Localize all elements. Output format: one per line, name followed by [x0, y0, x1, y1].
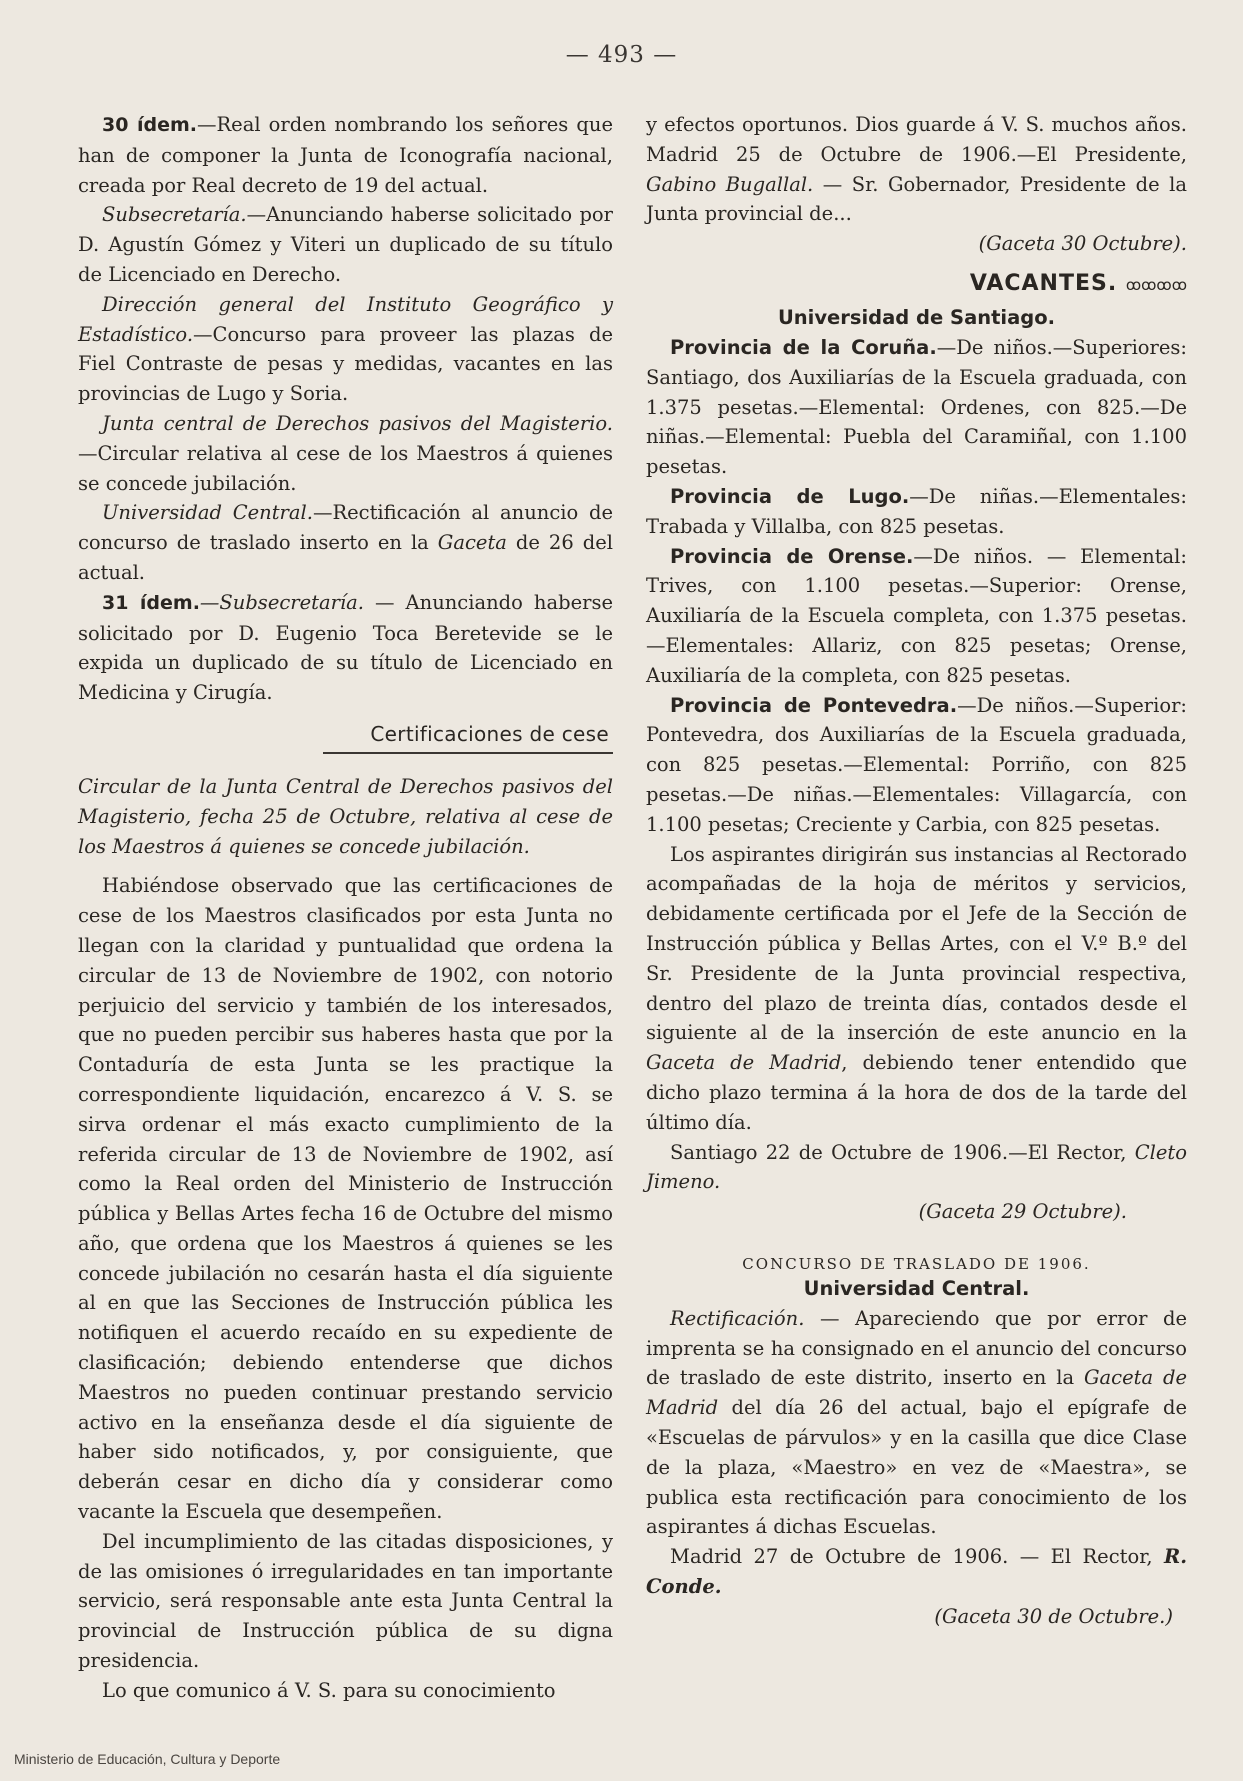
circular-paragraph-1: Habiéndose observado que las certificaciones de cese de los Maestros clasificados por esta Junta no llegan con la claridad y puntualidad que ordena la circular de 13 de Noviembre de 1902, con notorio perjuicio del servicio y también de los interesados, que no pueden percibir sus haberes hasta que por la Contaduría de esta Junta se les practique la correspondiente liquidación, encarezco á V. S. se sirva ordenar el más exacto cumplimiento de la referida circular de 13 de Noviembre de 1902, así como la Real orden del Ministerio de Instrucción pública y Bellas Artes fecha 16 de Octubre del mismo año, que ordena que los Maestros á quienes se les concede jubilación no cesarán hasta el día siguiente al en que las Secciones de Instrucción pública les notifiquen el acuerdo recaído en su expediente de clasificación; debiendo entenderse que dichos Maestros no pueden continuar prestando servicio activo en la enseñanza desde el día siguiente de haber sido notificados, y, por consiguiente, que deberán cesar en dicho día y considerar como vacante la Escuela que desempeñen.: [78, 874, 613, 1524]
section-title: Certificaciones de cese: [370, 721, 609, 746]
concurso-heading: CONCURSO DE TRASLADO DE 1906.: [742, 1254, 1091, 1273]
entry-30-real-orden: 30 ídem.—Real orden nombrando los señores que han de componer la Junta de Iconografía nacional, creada por Real decreto de 19 del actual.: [78, 113, 613, 197]
madrid-signature: Madrid 27 de Octubre de 1906. — El Rector, R. Conde.: [646, 1545, 1187, 1599]
entry-junta-central: Junta central de Derechos pasivos del Magisterio.—Circular relativa al cese de los Maestros á quienes se concede jubilación.: [78, 411, 613, 495]
entry-universidad-central: Universidad Central.—Rectificación al anuncio de concurso de traslado inserto en la Gaceta de 26 del actual.: [78, 501, 613, 584]
circular-paragraph-2: Del incumplimiento de las citadas disposiciones, y de las omisiones ó irregularidades en tan importante servicio, será responsable ante esta Junta Central la provincial de Instrucción pública de su digna presidencia.: [78, 1529, 613, 1673]
circular-paragraph-3: Lo que comunico á V. S. para su conocimiento: [102, 1678, 556, 1702]
entry-date: 31 ídem.: [102, 591, 200, 614]
vacantes-heading: VACANTES. ꝏꝏꝏꝏ: [969, 270, 1187, 296]
entry-31-subsecretaria: 31 ídem.—Subsecretaría. — Anunciando haberse solicitado por D. Eugenio Toca Beretevide se le expida un duplicado de su título de Licenciado en Medicina y Cirugía.: [78, 590, 613, 705]
gaceta-reference: (Gaceta 30 Octubre).: [978, 232, 1187, 256]
entry-subsecretaria: Subsecretaría.—Anunciando haberse solicitado por D. Agustín Gómez y Viteri un duplicado de su título de Licenciado en Derecho.: [78, 203, 613, 286]
entry-instituto-geografico: Dirección general del Instituto Geográfico y Estadístico.—Concurso para proveer las plazas de Fiel Contraste de pesas y medidas, vacantes en las provincias de Lugo y Soria.: [78, 292, 613, 406]
provincia-orense: Provincia de Orense.—De niños. — Elemental: Trives, con 1.100 pesetas.—Superior: Orense, Auxiliaría de la Escuela completa, con 1.375 pesetas.—Elementales: Allariz, con 825 pesetas; Orense, Auxiliaría de la completa, con 825 pesetas.: [646, 544, 1187, 687]
footer-credit: Ministerio de Educación, Cultura y Deporte: [14, 1751, 281, 1767]
provincia-lugo: Provincia de Lugo.—De niñas.—Elementales: Trabada y Villalba, con 825 pesetas.: [646, 484, 1187, 538]
ornament-icon: ꝏꝏꝏꝏ: [1125, 275, 1187, 294]
provincia-coruna: Provincia de la Coruña.—De niños.—Superiores: Santiago, dos Auxiliarías de la Escuela graduada, con 1.375 pesetas.—Elemental: Ordenes, con 825.—De niñas.—Elemental: Puebla del Caramiñal, con 1.100 pesetas.: [646, 335, 1187, 479]
universidad-central-heading: Universidad Central.: [803, 1276, 1030, 1300]
circular-title: Circular de la Junta Central de Derechos pasivos del Magisterio, fecha 25 de Octubre, relativa al cese de los Maestros á quienes se concede jubilación.: [78, 774, 613, 858]
aspirantes-paragraph: Los aspirantes dirigirán sus instancias al Rectorado acompañadas de la hoja de méritos y servicios, debidamente certificada por el Jefe de la Sección de Instrucción pública y Bellas Artes, con el V.º B.º del Sr. Presidente de la Junta provincial respectiva, dentro del plazo de treinta días, contados desde el siguiente al de la inserción de este anuncio en la Gaceta de Madrid, debiendo tener entendido que dicho plazo termina á la hora de dos de la tarde del último día.: [646, 842, 1187, 1134]
gaceta-reference: (Gaceta 29 Octubre).: [918, 1200, 1127, 1224]
circular-continuation: y efectos oportunos. Dios guarde á V. S. muchos años. Madrid 25 de Octubre de 1906.—El Presidente, Gabino Bugallal. — Sr. Gobernador, Presidente de la Junta provincial de...: [646, 113, 1187, 226]
section-rule: [323, 752, 613, 754]
provincia-pontevedra: Provincia de Pontevedra.—De niños.—Superior: Pontevedra, dos Auxiliarías de la Escuela graduada, con 825 pesetas.—Elemental: Porriño, con 825 pesetas.—De niñas.—Elementales: Villagarcía, con 1.100 pesetas; Creciente y Carbia, con 825 pesetas.: [646, 693, 1187, 836]
universidad-santiago-heading: Universidad de Santiago.: [777, 305, 1056, 329]
gaceta-reference: (Gaceta 30 de Octubre.): [934, 1604, 1173, 1628]
left-column: [78, 110, 613, 1706]
rectificacion-paragraph: Rectificación. — Apareciendo que por error de imprenta se ha consignado en el anuncio del concurso de traslado de este distrito, inserto en la Gaceta de Madrid del día 26 del actual, bajo el epígrafe de «Escuelas de párvulos» y en la casilla que dice Clase de la plaza, «Maestro» en vez de «Maestra», se publica esta rectificación para conocimiento de los aspirantes á dichas Escuelas.: [646, 1306, 1187, 1539]
entry-date: 30 ídem.: [102, 114, 197, 136]
page-number: — 493 —: [565, 42, 678, 68]
santiago-signature: Santiago 22 de Octubre de 1906.—El Rector, Cleto Jimeno.: [646, 1140, 1187, 1194]
right-column: [646, 110, 1187, 1632]
